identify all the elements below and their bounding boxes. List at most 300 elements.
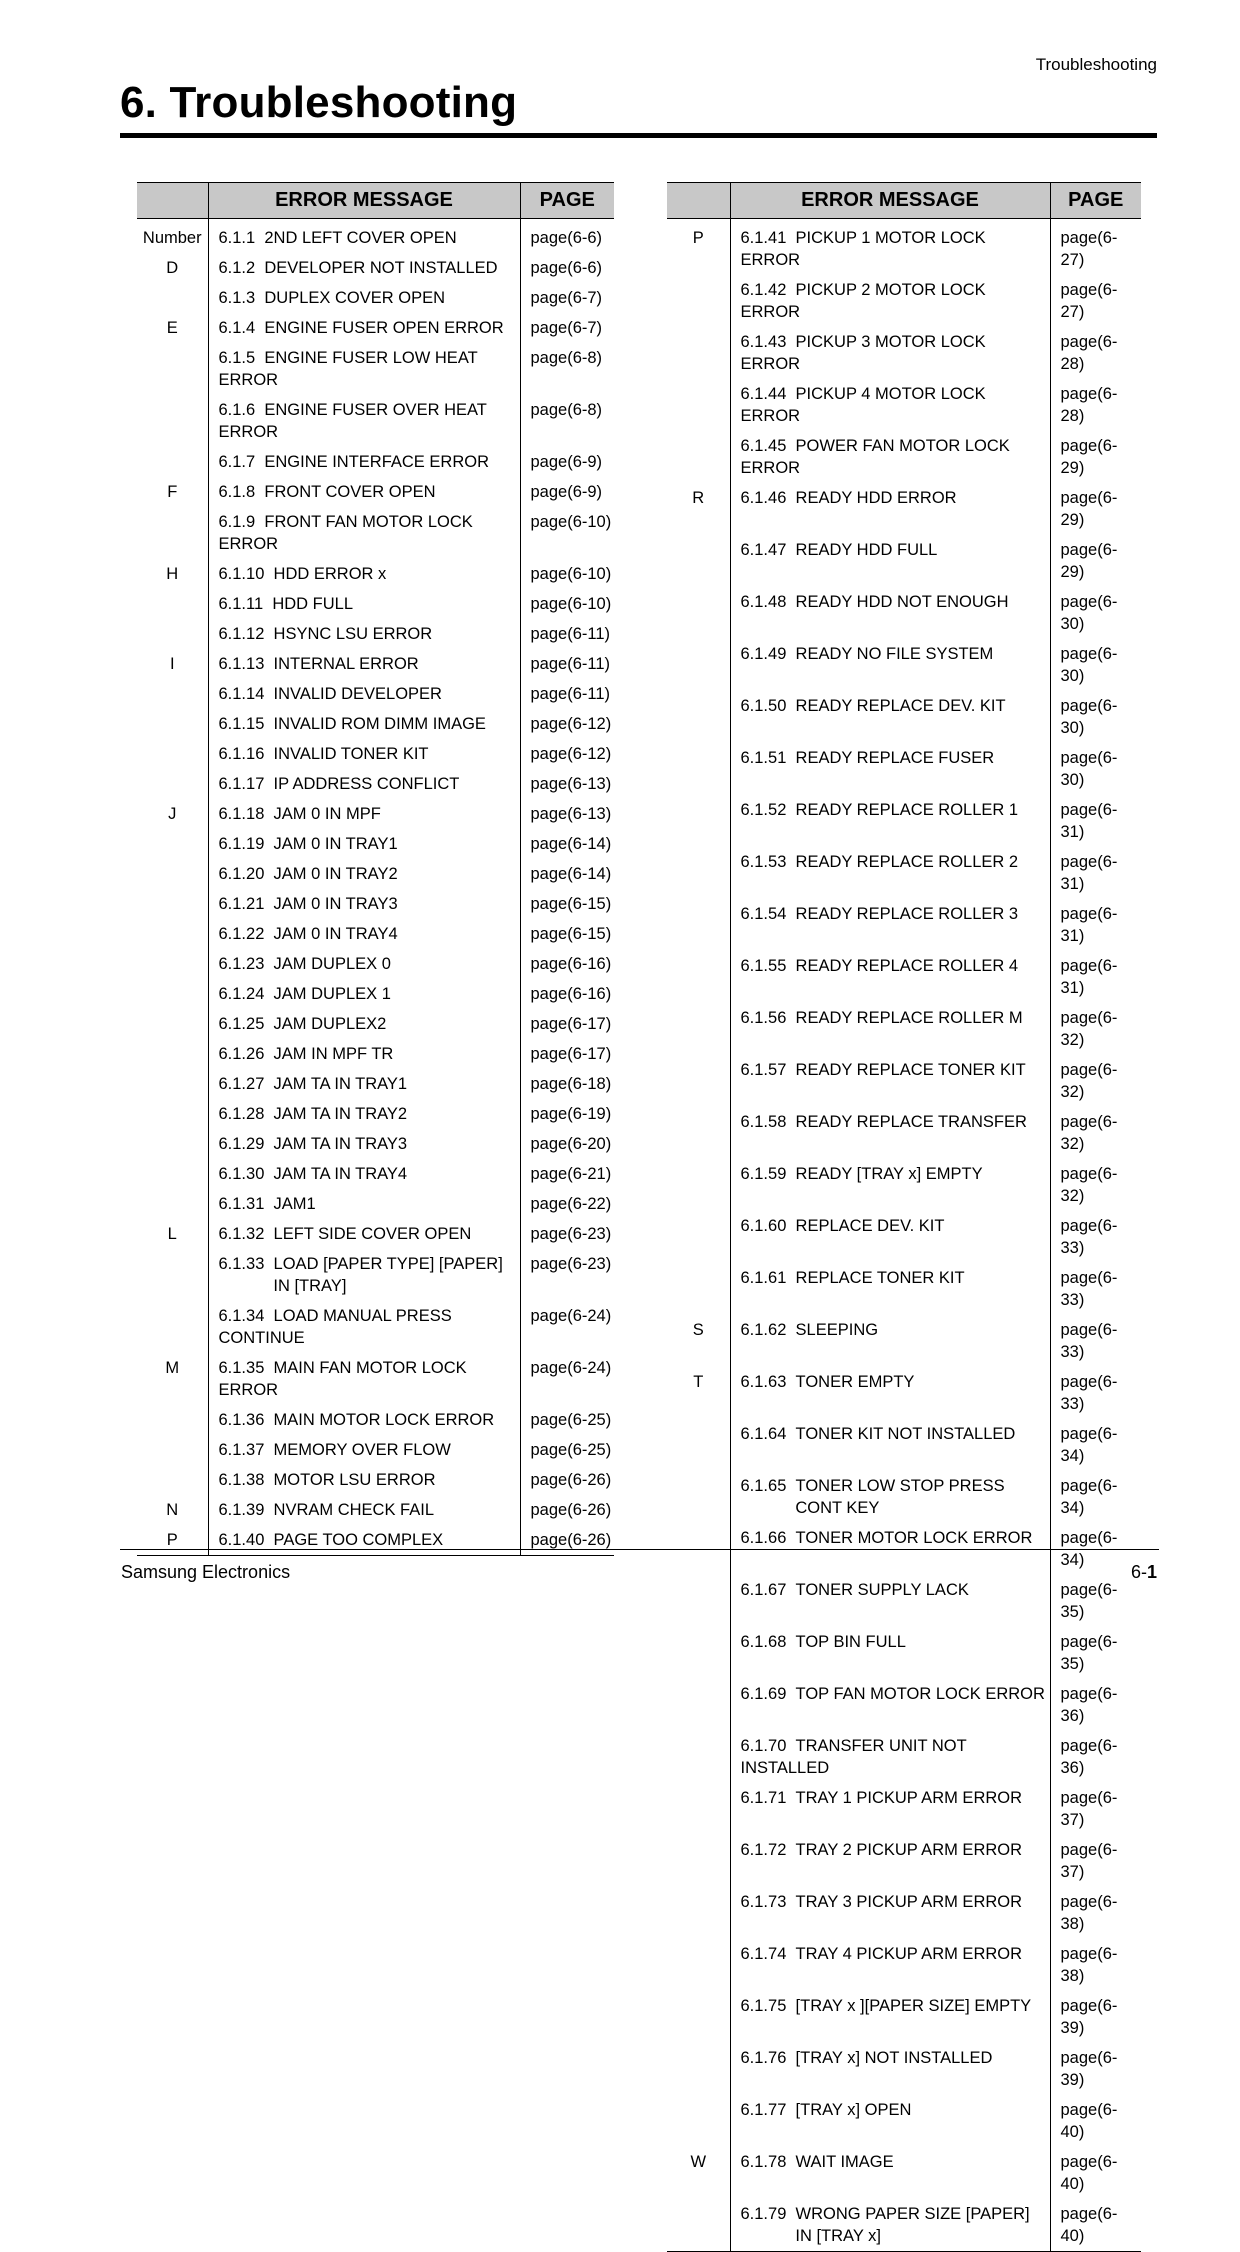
table-row — [137, 859, 614, 889]
index-letter: R — [667, 483, 730, 535]
page-reference[interactable]: page(6-15) — [530, 895, 612, 913]
error-message-cell — [730, 431, 1050, 483]
section-number: 6.1.54 — [740, 905, 787, 923]
index-letter — [137, 739, 208, 769]
page-reference[interactable]: page(6-39) — [1060, 1997, 1118, 2037]
error-message-text: TONER LOW STOP PRESS — [795, 1477, 1005, 1495]
error-message-text: WAIT IMAGE — [795, 2153, 894, 2171]
page-reference[interactable]: page(6-31) — [1060, 905, 1118, 945]
error-message-text: REPLACE DEV. KIT — [795, 1217, 945, 1235]
error-message-cell — [730, 899, 1050, 951]
table-row — [137, 1069, 614, 1099]
section-number: 6.1.72 — [740, 1841, 787, 1859]
page-reference[interactable]: page(6-11) — [530, 685, 610, 703]
table-row — [667, 1627, 1141, 1679]
table-row — [137, 979, 614, 1009]
error-message-text: READY REPLACE ROLLER 2 — [795, 853, 1019, 871]
page-reference[interactable]: page(6-33) — [1060, 1373, 1118, 1413]
section-number: 6.1.8 — [218, 483, 256, 501]
page-reference[interactable]: page(6-35) — [1060, 1581, 1118, 1621]
page-reference[interactable]: page(6-24) — [530, 1307, 612, 1325]
error-message-text: PICKUP 1 MOTOR LOCK ERROR — [740, 229, 986, 269]
error-message-text: LEFT SIDE COVER OPEN — [273, 1225, 472, 1243]
error-message-text: READY REPLACE ROLLER 3 — [795, 905, 1019, 923]
page-reference[interactable]: page(6-28) — [1060, 385, 1118, 425]
section-number: 6.1.11 — [218, 595, 264, 613]
page-reference[interactable]: page(6-38) — [1060, 1893, 1118, 1933]
error-message-text: READY HDD FULL — [795, 541, 938, 559]
error-message-text: LOAD [PAPER TYPE] [PAPER] — [273, 1255, 503, 1273]
section-number: 6.1.61 — [740, 1269, 787, 1287]
table-row — [137, 589, 614, 619]
section-number: 6.1.3 — [218, 289, 256, 307]
table-body-right — [667, 219, 1141, 2252]
page-reference[interactable]: page(6-8) — [530, 349, 603, 367]
table-row — [667, 1107, 1141, 1159]
section-number: 6.1.60 — [740, 1217, 787, 1235]
page-reference[interactable]: page(6-33) — [1060, 1321, 1118, 1361]
section-number: 6.1.27 — [218, 1075, 265, 1093]
page-reference[interactable]: page(6-14) — [530, 865, 612, 883]
error-message-text: READY REPLACE ROLLER 1 — [795, 801, 1019, 819]
index-letter — [667, 1731, 730, 1783]
error-message-cell — [208, 709, 520, 739]
section-number: 6.1.30 — [218, 1165, 265, 1183]
table-row — [667, 1419, 1141, 1471]
error-message-cell — [730, 1159, 1050, 1211]
page-reference[interactable]: page(6-30) — [1060, 697, 1118, 737]
error-message-text: READY [TRAY x] EMPTY — [795, 1165, 983, 1183]
section-number: 6.1.57 — [740, 1061, 787, 1079]
error-message-cell — [730, 1887, 1050, 1939]
page-column-header: PAGE — [520, 183, 614, 219]
page-reference[interactable]: page(6-29) — [1060, 437, 1118, 477]
table-row — [137, 1465, 614, 1495]
table-row — [667, 379, 1141, 431]
table-row — [667, 1003, 1141, 1055]
page-reference[interactable]: page(6-15) — [530, 925, 612, 943]
index-letter — [137, 1465, 208, 1495]
error-message-cell — [730, 2147, 1050, 2199]
table-row — [667, 1159, 1141, 1211]
table-row — [137, 283, 614, 313]
index-letter — [137, 1405, 208, 1435]
error-message-cell — [208, 283, 520, 313]
page-reference[interactable]: page(6-18) — [530, 1075, 612, 1093]
error-message-text: TONER KIT NOT INSTALLED — [795, 1425, 1016, 1443]
table-row — [667, 795, 1141, 847]
page-reference[interactable]: page(6-40) — [1050, 2199, 1141, 2252]
section-number: 6.1.40 — [218, 1531, 265, 1549]
table-row — [137, 1405, 614, 1435]
page-reference[interactable]: page(6-26) — [530, 1501, 612, 1519]
page-reference[interactable]: page(6-27) — [1060, 229, 1118, 269]
error-message-text: JAM 0 IN TRAY2 — [273, 865, 398, 883]
page-reference[interactable]: page(6-11) — [530, 625, 610, 643]
table-row — [137, 447, 614, 477]
index-letter — [137, 1099, 208, 1129]
section-number: 6.1.46 — [740, 489, 787, 507]
table-row — [137, 649, 614, 679]
page-reference[interactable]: page(6-16) — [530, 955, 612, 973]
page-reference[interactable]: page(6-23) — [530, 1225, 612, 1243]
table-row — [137, 619, 614, 649]
error-message-cell — [208, 889, 520, 919]
error-message-text: REPLACE TONER KIT — [795, 1269, 965, 1287]
table-row — [137, 949, 614, 979]
page-reference[interactable]: page(6-19) — [530, 1105, 612, 1123]
page-reference[interactable]: page(6-31) — [1060, 853, 1118, 893]
table-row — [667, 1835, 1141, 1887]
page-reference[interactable]: page(6-22) — [530, 1195, 612, 1213]
section-number: 6.1.39 — [218, 1501, 265, 1519]
page-reference[interactable]: page(6-16) — [530, 985, 612, 1003]
index-letter — [137, 679, 208, 709]
index-letter: E — [137, 313, 208, 343]
error-message-cell — [730, 1367, 1050, 1419]
error-message-text: NVRAM CHECK FAIL — [273, 1501, 434, 1519]
section-number: 6.1.35 — [218, 1359, 265, 1377]
error-message-text: HDD FULL — [272, 595, 354, 613]
page-reference[interactable]: page(6-10) — [530, 595, 612, 613]
page-reference[interactable]: page(6-32) — [1060, 1113, 1118, 1153]
error-message-cell — [208, 1465, 520, 1495]
index-letter — [667, 1159, 730, 1211]
index-letter — [137, 1435, 208, 1465]
table-row — [667, 847, 1141, 899]
section-number: 6.1.55 — [740, 957, 787, 975]
page-reference[interactable]: page(6-29) — [1060, 489, 1118, 529]
index-letter — [137, 829, 208, 859]
error-message-cell — [208, 919, 520, 949]
table-row — [667, 1731, 1141, 1783]
index-letter — [137, 283, 208, 313]
error-message-cell — [730, 1419, 1050, 1471]
page-reference[interactable]: page(6-31) — [1060, 801, 1118, 841]
page-reference[interactable]: page(6-21) — [530, 1165, 612, 1183]
index-letter — [667, 847, 730, 899]
index-letter — [667, 1107, 730, 1159]
error-message-cell — [730, 483, 1050, 535]
error-message-text: READY NO FILE SYSTEM — [795, 645, 994, 663]
error-message-cell — [730, 847, 1050, 899]
error-message-text: HDD ERROR x — [273, 565, 387, 583]
error-message-text: PICKUP 2 MOTOR LOCK ERROR — [740, 281, 986, 321]
table-row — [137, 343, 614, 395]
section-number: 6.1.79 — [740, 2205, 787, 2223]
page-reference[interactable]: page(6-9) — [530, 453, 603, 471]
error-message-text: 2ND LEFT COVER OPEN — [264, 229, 457, 247]
error-message-cell — [730, 1055, 1050, 1107]
error-message-text: LOAD MANUAL PRESS CONTINUE — [218, 1307, 452, 1347]
page-reference[interactable]: page(6-31) — [1060, 957, 1118, 997]
index-letter — [667, 951, 730, 1003]
table-row — [137, 507, 614, 559]
index-letter — [667, 2095, 730, 2147]
section-number: 6.1.75 — [740, 1997, 787, 2015]
page-reference[interactable]: page(6-17) — [530, 1015, 612, 1033]
table-row — [667, 483, 1141, 535]
error-message-cell — [730, 379, 1050, 431]
index-letter — [137, 1009, 208, 1039]
table-row — [137, 1525, 614, 1556]
page-reference[interactable]: page(6-34) — [1060, 1529, 1118, 1569]
page-reference[interactable]: page(6-38) — [1060, 1945, 1118, 1985]
index-letter — [667, 639, 730, 691]
index-letter — [137, 343, 208, 395]
error-message-text: DUPLEX COVER OPEN — [264, 289, 446, 307]
page-column-header: PAGE — [1050, 183, 1141, 219]
section-number: 6.1.23 — [218, 955, 265, 973]
table-row — [667, 2147, 1141, 2199]
page-reference[interactable]: page(6-27) — [1060, 281, 1118, 321]
error-message-text: TONER MOTOR LOCK ERROR — [795, 1529, 1033, 1547]
error-message-cell — [208, 477, 520, 507]
table-row — [667, 691, 1141, 743]
section-number: 6.1.28 — [218, 1105, 265, 1123]
table-row — [667, 1939, 1141, 1991]
page-reference[interactable]: page(6-36) — [1060, 1737, 1118, 1777]
table-row — [667, 587, 1141, 639]
page-reference[interactable]: page(6-7) — [530, 289, 603, 307]
page-reference[interactable]: page(6-36) — [1060, 1685, 1118, 1725]
index-letter — [137, 889, 208, 919]
index-letter: P — [137, 1525, 208, 1556]
page-reference[interactable]: page(6-23) — [530, 1255, 612, 1273]
error-message-text: JAM TA IN TRAY2 — [273, 1105, 408, 1123]
table-row — [137, 889, 614, 919]
index-letter — [137, 589, 208, 619]
page-reference[interactable]: page(6-6) — [530, 259, 603, 277]
section-number: 6.1.6 — [218, 401, 256, 419]
error-message-text: MOTOR LSU ERROR — [273, 1471, 436, 1489]
index-letter: N — [137, 1495, 208, 1525]
page-reference[interactable]: page(6-37) — [1060, 1841, 1118, 1881]
page-reference[interactable]: page(6-26) — [530, 1471, 612, 1489]
page-reference[interactable]: page(6-24) — [530, 1359, 612, 1377]
table-row — [137, 477, 614, 507]
index-letter: Number — [137, 219, 208, 254]
error-message-text: READY REPLACE DEV. KIT — [795, 697, 1006, 715]
index-letter — [667, 1055, 730, 1107]
index-letter — [137, 507, 208, 559]
section-number: 6.1.25 — [218, 1015, 265, 1033]
table-row — [667, 1211, 1141, 1263]
error-message-cell — [208, 395, 520, 447]
page-reference[interactable]: page(6-7) — [530, 319, 603, 337]
error-message-cell — [730, 1991, 1050, 2043]
error-message-text: READY REPLACE FUSER — [795, 749, 995, 767]
error-message-cell — [730, 639, 1050, 691]
index-letter — [137, 1069, 208, 1099]
page-reference[interactable]: page(6-12) — [530, 745, 612, 763]
error-message-cell — [208, 1405, 520, 1435]
error-message-cell — [208, 1525, 520, 1556]
error-message-text: IP ADDRESS CONFLICT — [273, 775, 460, 793]
error-message-text: INVALID ROM DIMM IMAGE — [273, 715, 486, 733]
page-reference[interactable]: page(6-32) — [1060, 1061, 1118, 1101]
error-message-text: FRONT COVER OPEN — [264, 483, 436, 501]
section-number: 6.1.53 — [740, 853, 787, 871]
table-row — [667, 327, 1141, 379]
error-message-text: JAM1 — [273, 1195, 316, 1213]
page-reference[interactable]: page(6-11) — [530, 655, 610, 673]
table-row — [667, 1679, 1141, 1731]
title-rule — [120, 133, 1157, 138]
page-reference[interactable]: page(6-10) — [530, 565, 612, 583]
index-letter — [137, 619, 208, 649]
error-message-text: INVALID TONER KIT — [273, 745, 429, 763]
page-reference[interactable]: page(6-20) — [530, 1135, 612, 1153]
error-message-cell — [730, 1315, 1050, 1367]
section-number: 6.1.70 — [740, 1737, 787, 1755]
error-message-text: MAIN FAN MOTOR LOCK ERROR — [218, 1359, 467, 1399]
table-row — [667, 899, 1141, 951]
page-reference[interactable]: page(6-25) — [530, 1411, 612, 1429]
section-number: 6.1.73 — [740, 1893, 787, 1911]
page-reference[interactable]: page(6-9) — [530, 483, 603, 501]
page-reference[interactable]: page(6-33) — [1060, 1269, 1118, 1309]
page-reference[interactable]: page(6-12) — [530, 715, 612, 733]
error-message-text: JAM 0 IN MPF — [273, 805, 381, 823]
page-reference[interactable]: page(6-26) — [520, 1525, 614, 1556]
page-reference[interactable]: page(6-17) — [530, 1045, 612, 1063]
index-column-header — [137, 183, 208, 219]
error-message-cell — [208, 949, 520, 979]
error-message-text: WRONG PAPER SIZE [PAPER] — [795, 2205, 1030, 2223]
error-message-cell — [208, 559, 520, 589]
index-letter: W — [667, 2147, 730, 2199]
table-row — [137, 829, 614, 859]
footer-page-prefix: 6- — [1130, 1562, 1147, 1582]
error-message-cell — [730, 1731, 1050, 1783]
index-letter — [667, 795, 730, 847]
table-header-row — [137, 183, 614, 219]
page-reference[interactable]: page(6-25) — [530, 1441, 612, 1459]
error-message-text: MAIN MOTOR LOCK ERROR — [273, 1411, 495, 1429]
section-number: 6.1.1 — [218, 229, 256, 247]
error-message-text: TOP BIN FULL — [795, 1633, 906, 1651]
table-row — [137, 313, 614, 343]
page-reference[interactable]: page(6-10) — [530, 513, 612, 531]
error-message-cell — [208, 447, 520, 477]
index-letter — [137, 395, 208, 447]
index-letter — [137, 979, 208, 1009]
page-reference[interactable]: page(6-34) — [1060, 1477, 1118, 1517]
error-index-table-left — [137, 182, 614, 1556]
index-letter — [667, 2043, 730, 2095]
error-index-table-right — [667, 182, 1141, 2252]
error-message-text: READY HDD NOT ENOUGH — [795, 593, 1009, 611]
section-number: 6.1.68 — [740, 1633, 787, 1651]
page-reference[interactable]: page(6-30) — [1060, 645, 1118, 685]
error-message-cell — [730, 535, 1050, 587]
table-row — [137, 1219, 614, 1249]
error-message-cell — [730, 951, 1050, 1003]
section-number: 6.1.59 — [740, 1165, 787, 1183]
page-reference[interactable]: page(6-30) — [1060, 593, 1118, 633]
index-letter: I — [137, 649, 208, 679]
error-message-cell — [208, 979, 520, 1009]
table-row — [667, 2043, 1141, 2095]
error-message-cell — [208, 1069, 520, 1099]
error-message-cell — [208, 1129, 520, 1159]
error-message-cell — [208, 829, 520, 859]
index-letter — [667, 379, 730, 431]
error-message-text: TONER EMPTY — [795, 1373, 915, 1391]
error-message-text: JAM TA IN TRAY3 — [273, 1135, 408, 1153]
page-reference[interactable]: page(6-13) — [530, 775, 612, 793]
error-message-cell — [208, 589, 520, 619]
page-reference[interactable]: page(6-34) — [1060, 1425, 1118, 1465]
error-message-cell — [730, 1263, 1050, 1315]
page-reference[interactable]: page(6-32) — [1060, 1009, 1118, 1049]
error-message-cell — [730, 1939, 1050, 1991]
section-number: 6.1.29 — [218, 1135, 265, 1153]
index-letter — [137, 859, 208, 889]
page-reference[interactable]: page(6-39) — [1060, 2049, 1118, 2089]
table-row — [137, 395, 614, 447]
table-row — [667, 2095, 1141, 2147]
section-number: 6.1.7 — [218, 453, 256, 471]
page-reference[interactable]: page(6-32) — [1060, 1165, 1118, 1205]
section-number: 6.1.71 — [740, 1789, 787, 1807]
table-row — [137, 1301, 614, 1353]
page-reference[interactable]: page(6-14) — [530, 835, 612, 853]
table-body-left — [137, 219, 614, 1556]
index-letter — [137, 1301, 208, 1353]
table-row — [137, 1129, 614, 1159]
page-reference[interactable]: page(6-40) — [1060, 2153, 1118, 2193]
table-row — [137, 1009, 614, 1039]
section-number: 6.1.74 — [740, 1945, 787, 1963]
section-number: 6.1.62 — [740, 1321, 787, 1339]
index-letter: L — [137, 1219, 208, 1249]
error-message-cell — [730, 1627, 1050, 1679]
section-number: 6.1.67 — [740, 1581, 787, 1599]
error-message-cell — [730, 2095, 1050, 2147]
error-message-text: HSYNC LSU ERROR — [273, 625, 433, 643]
error-message-cell — [730, 219, 1050, 276]
index-letter — [667, 1419, 730, 1471]
page-reference[interactable]: page(6-40) — [1060, 2101, 1118, 2141]
page-reference[interactable]: page(6-33) — [1060, 1217, 1118, 1257]
page-reference[interactable]: page(6-37) — [1060, 1789, 1118, 1829]
page-reference[interactable]: page(6-6) — [530, 229, 603, 247]
error-message-cell — [730, 743, 1050, 795]
error-message-text: INTERNAL ERROR — [273, 655, 419, 673]
error-message-cell — [730, 587, 1050, 639]
error-message-text: READY REPLACE ROLLER 4 — [795, 957, 1019, 975]
error-message-cell — [208, 799, 520, 829]
index-letter — [667, 2199, 730, 2252]
error-message-text: INVALID DEVELOPER — [273, 685, 442, 703]
page-reference[interactable]: page(6-30) — [1060, 749, 1118, 789]
table-header-row — [667, 183, 1141, 219]
table-row — [137, 769, 614, 799]
page-reference[interactable]: page(6-28) — [1060, 333, 1118, 373]
table-row — [667, 1575, 1141, 1627]
page-reference[interactable]: page(6-8) — [530, 401, 603, 419]
section-number: 6.1.2 — [218, 259, 256, 277]
page-reference[interactable]: page(6-35) — [1060, 1633, 1118, 1673]
error-message-text: SLEEPING — [795, 1321, 879, 1339]
page-reference[interactable]: page(6-13) — [530, 805, 612, 823]
index-letter — [137, 447, 208, 477]
error-message-text: TRANSFER UNIT NOT INSTALLED — [740, 1737, 967, 1777]
page-reference[interactable]: page(6-29) — [1060, 541, 1118, 581]
error-message-text: TONER SUPPLY LACK — [795, 1581, 969, 1599]
